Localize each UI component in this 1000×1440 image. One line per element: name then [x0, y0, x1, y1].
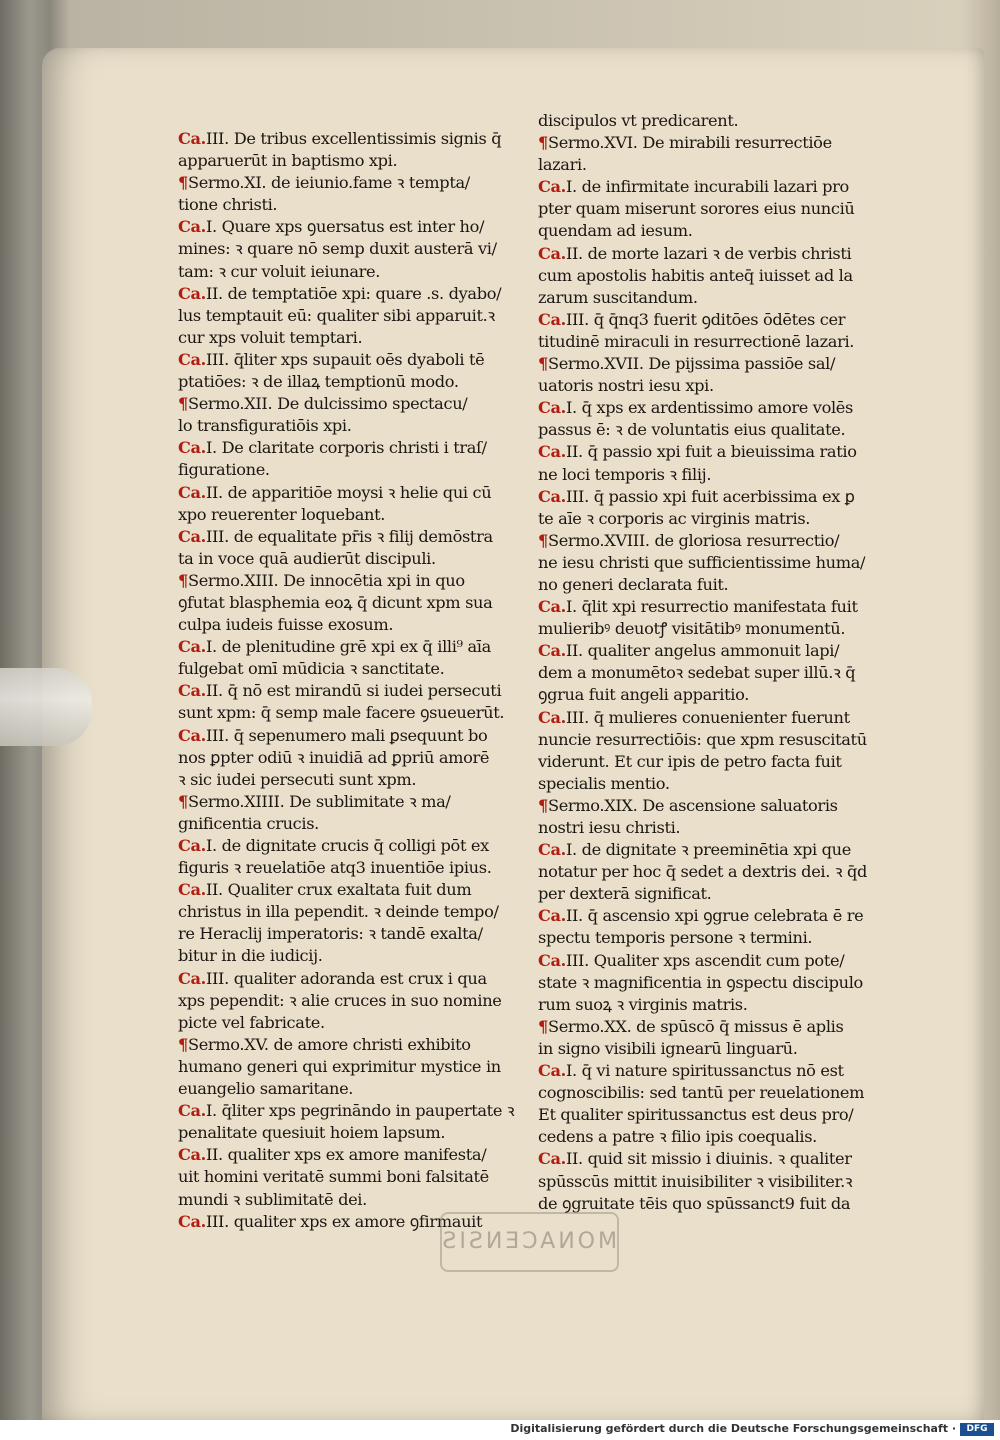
text-line: spūsscūs mittit inuisibiliter ꝛ visibiliter.ꝛ — [538, 1171, 853, 1191]
text-line: Ca.I. q̄liter xps pegrināndo in paupertate ꝛ — [178, 1101, 515, 1121]
text-line: ¶Sermo.XIX. De ascensione saluatoris — [538, 795, 838, 815]
text-line: discipulos vt predicarent. — [538, 111, 739, 130]
text-line: cum apostolis habitis anteq̄ iuisset ad la — [538, 265, 853, 285]
text-line: ne loci temporis ꝛ filij. — [538, 464, 712, 484]
text-line: gnificentia crucis. — [178, 813, 319, 833]
text-line: ptatiōes: ꝛ de illaꝝ temptionū modo. — [178, 372, 459, 392]
text-line: mines: ꝛ quare nō semp duxit austerā vi/ — [178, 239, 497, 259]
text-line: Ca.I. De claritate corporis christi i traſ/ — [178, 438, 487, 458]
text-line: ta in voce quā audierūt discipuli. — [178, 548, 436, 568]
text-line: Ca.III. q̄ mulieres conuenienter fuerunt — [538, 707, 850, 727]
text-line: ¶Sermo.XVIII. de gloriosa resurrectio/ — [538, 530, 840, 550]
text-line: figuris ꝛ reuelatiōe atq3 inuentiōe ipius. — [178, 858, 492, 878]
text-line: Ca.II. quid sit missio i diuinis. ꝛ qualiter — [538, 1149, 852, 1169]
text-line: ¶Sermo.XI. de ieiunio.fame ꝛ tempta/ — [178, 173, 470, 193]
text-line: Ca.II. Qualiter crux exaltata fuit dum — [178, 880, 472, 900]
page-clip — [0, 668, 92, 746]
left-text-column — [178, 128, 528, 1233]
text-line: pter quam miserunt sorores eius nunciū — [538, 199, 855, 219]
text-line: Ca.III. q̄ q̄nq3 fuerit ꝯditōes ōdētes cer — [538, 309, 846, 329]
text-line: penalitate quesiuit hoiem lapsum. — [178, 1123, 446, 1143]
text-line: ¶Sermo.XVI. De mirabili resurrectiōe — [538, 133, 832, 153]
text-line: tam: ꝛ cur voluit ieiunare. — [178, 261, 381, 281]
text-line: ¶Sermo.XII. De dulcissimo spectacu/ — [178, 394, 468, 414]
text-line: Ca.II. q̄ passio xpi fuit a bieuissima ratio — [538, 442, 857, 462]
text-line: Ca.III. de equalitate pr̄is ꝛ filij demōstra — [178, 526, 493, 546]
text-line: lus temptauit eū: qualiter sibi apparuit.ꝛ — [178, 305, 495, 325]
text-line: humano generi qui exprimitur mystice in — [178, 1056, 501, 1076]
text-line: quendam ad iesum. — [538, 221, 693, 241]
text-line: de ꝯgruitate tēis quo spūssanct9 fuit da — [538, 1193, 851, 1213]
text-line: Ca.I. de plenitudine grē xpi ex q̄ illi⁹ aīa — [178, 637, 491, 657]
text-line: re Heraclij imperatoris: ꝛ tandē exalta/ — [178, 924, 483, 944]
text-line: dem a monumētoꝛ sedebat super illū.ꝛ q̄ — [538, 663, 856, 683]
text-line: ¶Sermo.XIIII. De sublimitate ꝛ ma/ — [178, 791, 451, 811]
text-line: Ca.II. de temptatiōe xpi: quare .s. dyabo/ — [178, 283, 502, 303]
text-line: Ca.I. de dignitate ꝛ preeminētia xpi que — [538, 840, 851, 860]
text-line: in signo visibili ignearū linguarū. — [538, 1038, 798, 1058]
text-line: Ca.II. q̄ nō est mirandū si iudei persecuti — [178, 681, 502, 701]
text-line: Ca.III. q̄ sepenumero mali ꝑsequunt bo — [178, 725, 488, 745]
text-line: Ca.II. qualiter xps ex amore manifesta/ — [178, 1145, 487, 1165]
text-line: apparuerūt in baptismo xpi. — [178, 151, 398, 171]
text-line: Ca.III. Qualiter xps ascendit cum pote/ — [538, 950, 845, 970]
footer-bar — [0, 1420, 1000, 1440]
text-line: no generi declarata fuit. — [538, 574, 729, 594]
text-line: ¶Sermo.XVII. De pijssima passiōe sal/ — [538, 354, 836, 374]
right-text-column — [538, 110, 888, 1215]
dfg-logo: DFG — [960, 1423, 994, 1436]
text-line: xps pependit: ꝛ alie cruces in suo nomine — [178, 990, 502, 1010]
text-line: Ca.I. Quare xps ꝯuersatus est inter ho/ — [178, 217, 485, 237]
text-line: culpa iudeis fuisse exosum. — [178, 615, 394, 635]
text-line: specialis mentio. — [538, 773, 670, 793]
text-line: sunt xpm: q̄ semp male facere ꝯsueuerūt. — [178, 703, 505, 723]
text-line: uatoris nostri iesu xpi. — [538, 376, 714, 396]
text-line: ne iesu christi que sufficientissime huma/ — [538, 552, 866, 572]
text-line: xpo reuerenter loquebant. — [178, 504, 386, 524]
text-line: titudinē miraculi in resurrectionē lazari. — [538, 331, 855, 351]
text-line: Ca.II. de morte lazari ꝛ de verbis christi — [538, 243, 852, 263]
text-line: nuncie resurrectiōis: que xpm resuscitatū — [538, 729, 867, 749]
text-line: bitur in die iudicij. — [178, 946, 323, 966]
funding-notice: Digitalisierung gefördert durch die Deutsche Forschungsgemeinschaft · — [510, 1422, 956, 1435]
text-line: cognoscibilis: sed tantū per reuelationem — [538, 1083, 865, 1103]
text-line: notatur per hoc q̄ sedet a dextris dei. ꝛ q̄d — [538, 862, 867, 882]
text-line: cur xps voluit temptari. — [178, 327, 363, 347]
text-line: Ca.III. qualiter xps ex amore ꝯfirmauit — [178, 1211, 483, 1231]
text-line: state ꝛ magnificentia in ꝯspectu discipulo — [538, 972, 863, 992]
text-line: Ca.II. q̄ ascensio xpi ꝯgrue celebrata ē re — [538, 906, 864, 926]
text-line: nos ꝑpter odiū ꝛ inuidiā ad ꝑpriū amorē — [178, 747, 490, 767]
text-line: mulieribꝰ deuotꝭ visitātibꝰ monumentū. — [538, 619, 846, 639]
text-line: ꝯfutat blasphemia eoꝝ q̄ dicunt xpm sua — [178, 592, 493, 612]
text-line: ꝛ sic iudei persecuti sunt xpm. — [178, 769, 417, 789]
text-line: picte vel fabricate. — [178, 1012, 325, 1032]
library-stamp: MONACENSIS — [440, 1212, 619, 1272]
text-line: Ca.I. q̄ xps ex ardentissimo amore volēs — [538, 398, 853, 418]
text-line: spectu temporis persone ꝛ termini. — [538, 928, 813, 948]
text-line: mundi ꝛ sublimitatē dei. — [178, 1189, 367, 1209]
text-line: Ca.I. q̄ vi nature spiritussanctus nō est — [538, 1061, 844, 1081]
text-line: uit homini veritatē summi boni falsitatē — [178, 1167, 489, 1187]
text-line: figuratione. — [178, 460, 270, 480]
text-line: tione christi. — [178, 195, 278, 215]
text-line: lo transfiguratiōis xpi. — [178, 416, 352, 436]
text-line: ¶Sermo.XX. de spūscō q̄ missus ē aplis — [538, 1016, 844, 1036]
text-line: zarum suscitandum. — [538, 287, 698, 307]
text-line: Ca.I. de dignitate crucis q̄ colligi pōt ex — [178, 836, 489, 855]
text-line: euangelio samaritane. — [178, 1079, 354, 1099]
text-line: te aīe ꝛ corporis ac virginis matris. — [538, 508, 811, 528]
text-line: Et qualiter spiritussanctus est deus pro/ — [538, 1105, 854, 1125]
text-line: Ca.III. qualiter adoranda est crux i qua — [178, 968, 487, 988]
text-line: per dexterā significat. — [538, 884, 712, 904]
text-line: viderunt. Et cur ipis de petro facta fuit — [538, 751, 842, 771]
text-line: nostri iesu christi. — [538, 818, 681, 837]
text-line: Ca.III. q̄ passio xpi fuit acerbissima ex ꝑ — [538, 486, 855, 506]
text-line: lazari. — [538, 155, 587, 175]
text-line: passus ē: ꝛ de voluntatis eius qualitate. — [538, 420, 846, 440]
text-line: Ca.II. de apparitiōe moysi ꝛ helie qui cū — [178, 482, 492, 502]
text-line: Ca.III. De tribus excellentissimis signis q̄ — [178, 129, 502, 148]
text-line: rum suoꝝ ꝛ virginis matris. — [538, 994, 748, 1014]
text-line: Ca.I. de infirmitate incurabili lazari pro — [538, 177, 849, 197]
text-line: fulgebat omī mūdicia ꝛ sanctitate. — [178, 659, 445, 679]
text-line: Ca.II. qualiter angelus ammonuit lapi/ — [538, 641, 840, 661]
text-line: christus in illa pependit. ꝛ deinde tempo/ — [178, 902, 499, 922]
text-line: ¶Sermo.XV. de amore christi exhibito — [178, 1034, 471, 1054]
text-line: ꝯgrua fuit angeli apparitio. — [538, 685, 750, 705]
text-line: ¶Sermo.XIII. De innocētia xpi in quo — [178, 570, 465, 590]
text-line: Ca.III. q̄liter xps supauit oēs dyaboli tē — [178, 349, 485, 369]
text-line: cedens a patre ꝛ filio ipis coequalis. — [538, 1127, 817, 1147]
text-line: Ca.I. q̄lit xpi resurrectio manifestata fuit — [538, 597, 858, 617]
